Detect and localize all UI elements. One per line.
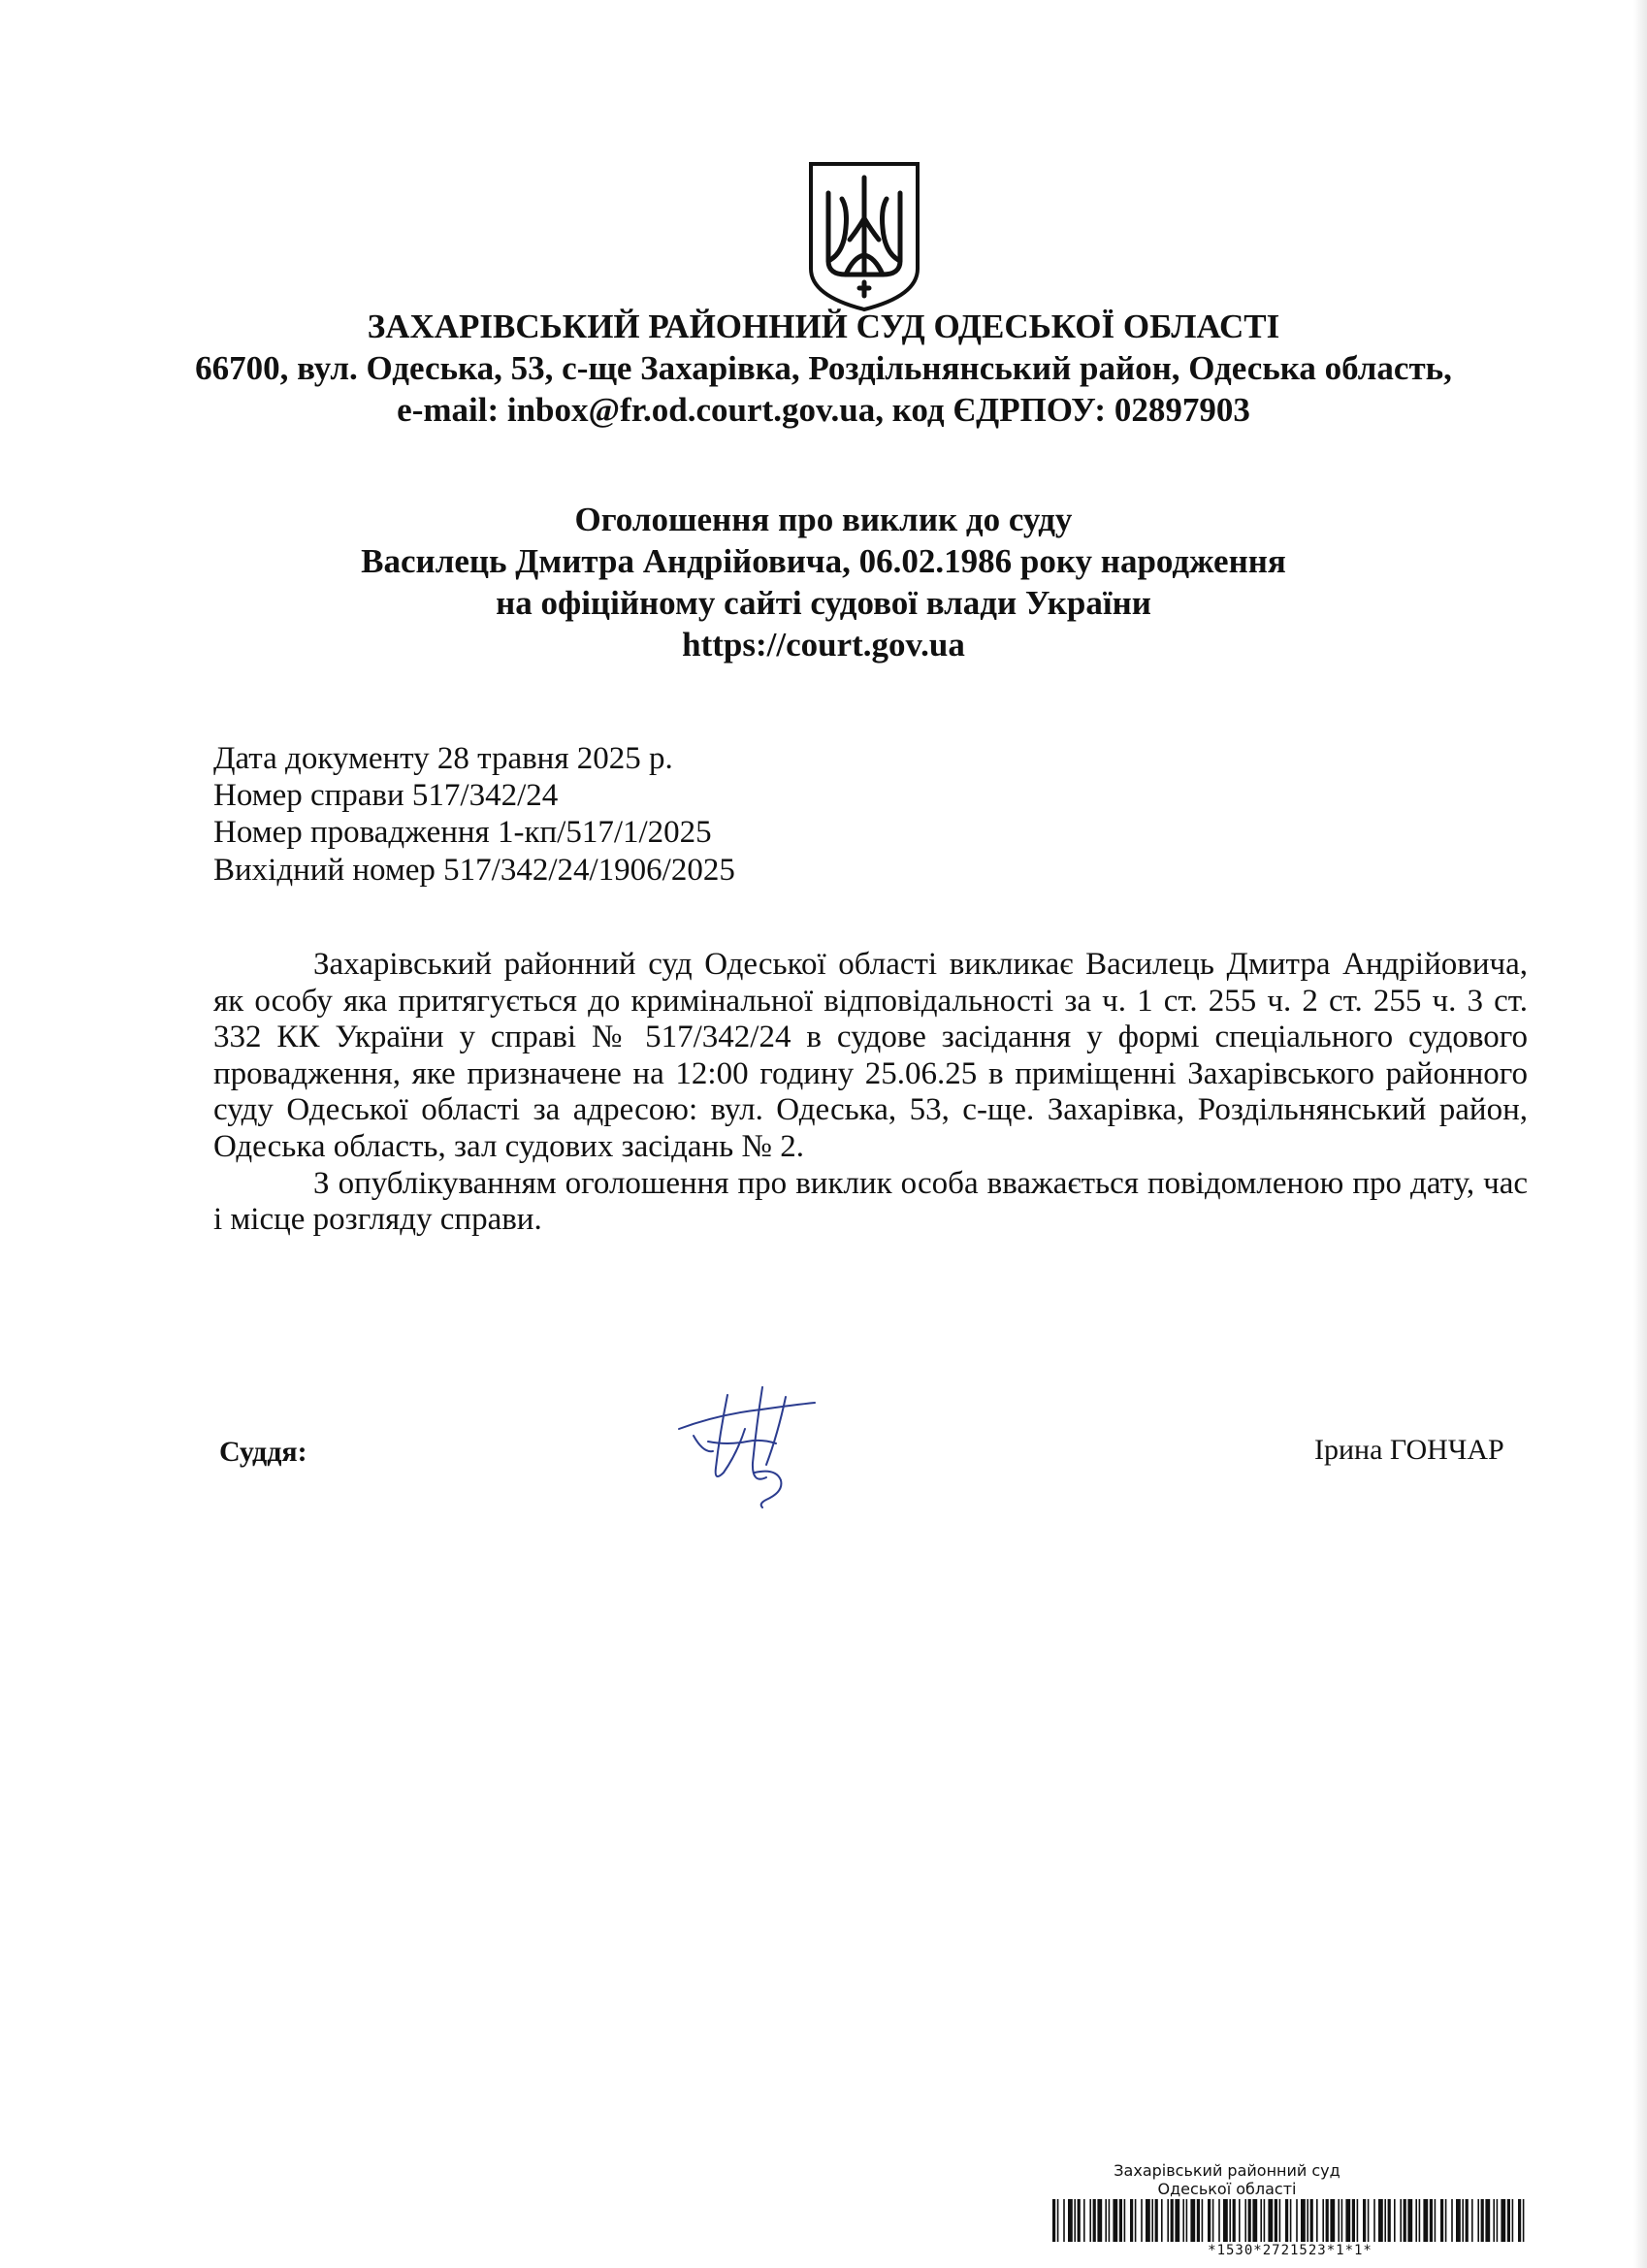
barcode-bar xyxy=(1186,2199,1188,2242)
barcode-bar xyxy=(1097,2199,1102,2242)
barcode-bar xyxy=(1208,2199,1211,2242)
barcode-bar xyxy=(1239,2199,1241,2242)
notice-paragraph: З опублікуванням оголошення про виклик особа вважається повідомленою про дату, час і місце розгляду справи. xyxy=(213,1165,1528,1238)
barcode-bar xyxy=(1068,2199,1073,2242)
barcode-bar xyxy=(1471,2199,1473,2242)
barcode-bar xyxy=(1373,2199,1375,2242)
announcement-url: https://court.gov.ua xyxy=(682,626,965,664)
barcode-bar xyxy=(1477,2199,1479,2242)
barcode-bar xyxy=(1229,2199,1231,2242)
barcode-bar xyxy=(1345,2199,1350,2242)
proceeding-number: Номер провадження 1-кп/517/1/2025 xyxy=(213,815,712,850)
barcode-bar xyxy=(1307,2199,1308,2242)
barcode-bar xyxy=(1301,2199,1306,2242)
barcode-bar xyxy=(1130,2199,1133,2242)
announcement-site: на офіційному сайті судової влади України xyxy=(496,584,1151,622)
barcode-bar xyxy=(1378,2199,1383,2242)
barcode-bar xyxy=(1175,2199,1179,2242)
outgoing-number: Вихідний номер 517/342/24/1906/2025 xyxy=(213,853,735,888)
barcode-bar xyxy=(1105,2199,1107,2242)
barcode-bar xyxy=(1285,2199,1288,2242)
barcode-bar xyxy=(1394,2199,1396,2242)
barcode-bar xyxy=(1161,2199,1163,2242)
barcode-bar xyxy=(1268,2199,1273,2242)
handwritten-signature-icon xyxy=(669,1376,824,1511)
barcode-bar xyxy=(1423,2199,1428,2242)
barcode-bar xyxy=(1493,2199,1495,2242)
barcode-bar xyxy=(1083,2199,1085,2242)
barcode-bar xyxy=(1388,2199,1391,2242)
barcode-bar xyxy=(1202,2199,1204,2242)
barcode-bar xyxy=(1218,2199,1220,2242)
barcode-bar xyxy=(1078,2199,1081,2242)
court-name: ЗАХАРІВСЬКИЙ РАЙОННИЙ СУД ОДЕСЬКОЇ ОБЛАСТІ xyxy=(367,308,1280,345)
case-number: Номер справи 517/342/24 xyxy=(213,778,559,813)
barcode-bar xyxy=(1264,2199,1266,2242)
barcode-bar xyxy=(1456,2199,1461,2242)
barcode-bar xyxy=(1212,2199,1214,2242)
registry-stamp-court: Захарівський районний суд xyxy=(1114,2161,1340,2180)
barcode-bar xyxy=(1275,2199,1277,2242)
barcode-bar xyxy=(1093,2199,1096,2242)
barcode-bar xyxy=(1089,2199,1091,2242)
barcode-bar xyxy=(1135,2199,1137,2242)
barcode-bar xyxy=(1341,2199,1343,2242)
barcode-text: *1530*2721523*1*1* xyxy=(1208,2243,1372,2258)
judge-name: Ірина ГОНЧАР xyxy=(1314,1434,1504,1466)
barcode-bar xyxy=(1310,2199,1313,2242)
barcode-bar xyxy=(1151,2199,1153,2242)
barcode-bar xyxy=(1368,2199,1370,2242)
barcode-bar xyxy=(1523,2199,1525,2242)
barcode-bar xyxy=(1074,2199,1076,2242)
barcode-bar xyxy=(1052,2199,1055,2242)
barcode-bar xyxy=(1155,2199,1158,2242)
barcode-bar xyxy=(1109,2199,1111,2242)
barcode-bar xyxy=(1451,2199,1453,2242)
barcode-bar xyxy=(1400,2199,1402,2242)
court-contacts: e-mail: inbox@fr.od.court.gov.ua, код ЄДРПОУ: 02897903 xyxy=(397,391,1250,429)
barcode-bar xyxy=(1512,2199,1514,2242)
barcode-bar xyxy=(1113,2199,1117,2242)
barcode-bar xyxy=(1063,2199,1065,2242)
barcode-bar xyxy=(1430,2199,1433,2242)
summons-paragraph: Захарівський районний суд Одеської області викликає Василець Дмитра Андрійовича, як особу яка притягується до кримінальної відповідальності за ч. 1 ст. 255 ч. 2 ст. 255 ч. 3 ст. 332 КК України у справі № 517/342/24 в судове засідання у формі спеціального судового провадження, яке призначене на 12:00 годину 25.06.25 в приміщенні Захарівського районного суду Одеської області за адресою: вул. Одеська, 53, с-ще. Захарівка, Роздільнянський район, Одеська область, зал судових засідань № 2. xyxy=(213,947,1528,1164)
barcode-bar xyxy=(1415,2199,1417,2242)
summons-body xyxy=(213,947,1528,1239)
barcode-bar xyxy=(1290,2199,1292,2242)
document-date: Дата документу 28 травня 2025 р. xyxy=(213,741,673,776)
barcode-bar xyxy=(1507,2199,1510,2242)
barcode-bar xyxy=(1481,2199,1484,2242)
barcode-bar xyxy=(1124,2199,1126,2242)
barcode-bar xyxy=(1435,2199,1437,2242)
barcode-bar xyxy=(1322,2199,1324,2242)
barcode-bar xyxy=(1352,2199,1355,2242)
barcode xyxy=(1052,2199,1528,2242)
court-address: 66700, вул. Одеська, 53, с-ще Захарівка, Роздільнянський район, Одеська область, xyxy=(195,349,1452,387)
barcode-bar xyxy=(1141,2199,1143,2242)
barcode-bar xyxy=(1404,2199,1406,2242)
barcode-bar xyxy=(1248,2199,1251,2242)
barcode-bar xyxy=(1197,2199,1200,2242)
barcode-bar xyxy=(1167,2199,1169,2242)
barcode-bar xyxy=(1296,2199,1298,2242)
barcode-bar xyxy=(1326,2199,1329,2242)
announcement-title: Оголошення про виклик до суду xyxy=(574,501,1073,538)
barcode-bar xyxy=(1119,2199,1122,2242)
barcode-bar xyxy=(1440,2199,1443,2242)
barcode-bar xyxy=(1466,2199,1469,2242)
barcode-bar xyxy=(1497,2199,1499,2242)
barcode-bar xyxy=(1252,2199,1257,2242)
barcode-bar xyxy=(1182,2199,1184,2242)
barcode-bar xyxy=(1316,2199,1318,2242)
barcode-bar xyxy=(1518,2199,1521,2242)
barcode-bar xyxy=(1171,2199,1174,2242)
barcode-bar xyxy=(1244,2199,1246,2242)
announcement-person: Василець Дмитра Андрійовича, 06.02.1986 року народження xyxy=(361,542,1286,580)
barcode-bar xyxy=(1384,2199,1386,2242)
barcode-bar xyxy=(1407,2199,1412,2242)
barcode-bar xyxy=(1485,2199,1490,2242)
barcode-bar xyxy=(1357,2199,1359,2242)
barcode-bar xyxy=(1419,2199,1421,2242)
judge-label: Суддя: xyxy=(219,1436,307,1468)
barcode-bar xyxy=(1462,2199,1464,2242)
barcode-bar xyxy=(1445,2199,1447,2242)
barcode-bar xyxy=(1190,2199,1195,2242)
barcode-bar xyxy=(1233,2199,1236,2242)
barcode-bar xyxy=(1363,2199,1366,2242)
barcode-bar xyxy=(1057,2199,1059,2242)
barcode-bar xyxy=(1146,2199,1150,2242)
barcode-bar xyxy=(1260,2199,1262,2242)
barcode-bar xyxy=(1501,2199,1505,2242)
barcode-bar xyxy=(1279,2199,1281,2242)
tryzub-coat-of-arms-icon xyxy=(807,160,921,313)
barcode-bar xyxy=(1330,2199,1335,2242)
registry-stamp-region: Одеської області xyxy=(1157,2180,1297,2198)
barcode-bar xyxy=(1223,2199,1228,2242)
barcode-bar xyxy=(1338,2199,1340,2242)
